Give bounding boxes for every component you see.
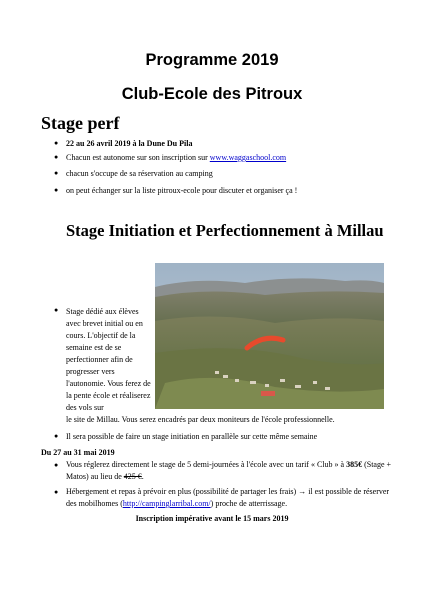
initiation-parallel-text: Il sera possible de faire un stage initiation en parallèle sur cette même semaine: [66, 432, 318, 441]
millau-list: [54, 459, 396, 513]
stage-perf-dates: 22 au 26 avril 2019 à la Dune Du Pila: [66, 139, 193, 148]
camping-text: chacun s'occupe de sa réservation au camping: [66, 169, 213, 178]
millau-dates: Du 27 au 31 mai 2019: [41, 448, 115, 457]
inscription-text: Chacun est autonome sur son inscription sur: [66, 153, 210, 162]
list-item: [54, 459, 396, 483]
club-price: 385€: [346, 460, 363, 469]
list-item: [54, 486, 396, 510]
waggaschool-link[interactable]: www.waggaschool.com: [209, 153, 287, 162]
old-price: 425 €: [123, 472, 142, 481]
camping-link[interactable]: http://campinglarribal.com/: [122, 499, 211, 508]
list-item: [54, 431, 396, 442]
bullet-icon: ●: [54, 139, 59, 147]
stage-init-full-text: le site de Millau. Vous serez encadrés par deux moniteurs de l'école professionnelle.: [66, 415, 335, 424]
bullet-icon: ●: [54, 186, 59, 194]
inscription-deadline: Inscription impérative avant le 15 mars 2019: [135, 514, 289, 523]
list-item: [54, 152, 396, 163]
bullet-icon: ●: [54, 461, 59, 469]
tarif-text-2: (Stage + Matos) au lieu de: [66, 460, 392, 481]
bullet-icon: ●: [54, 153, 59, 161]
tarif-end: .: [141, 472, 144, 481]
stage-perf-list: [54, 138, 396, 196]
bullet-icon: ●: [54, 306, 59, 314]
bullet-icon: ●: [54, 488, 59, 496]
club-name: Club-Ecole des Pitroux: [121, 85, 303, 103]
bullet-icon: ●: [54, 432, 59, 440]
liste-text: on peut échanger sur la liste pitroux-ecole pour discuter et organiser ça !: [66, 186, 298, 195]
stage-init-wrapped-text: Stage dédié aux élèves avec brevet initial ou en cours. L'objectif de la semaine est de se perfectionner afin de progresser vers l'autonomie. Vous ferez de la pente école et réaliserez des vols sur: [66, 307, 151, 412]
list-item: [54, 185, 396, 196]
stage-perf-heading: Stage perf: [41, 113, 120, 133]
hebergement-end: ) proche de atterrissage.: [210, 499, 288, 508]
bullet-icon: ●: [54, 169, 59, 177]
tarif-text: Vous réglerez directement le stage de 5 demi-journées à l'école avec un tarif « Club » à: [66, 460, 345, 469]
stage-init-heading: Stage Initiation et Perfectionnement à Millau: [66, 221, 384, 240]
stage-init-description: [66, 306, 384, 426]
list-item: [54, 168, 396, 179]
hebergement-text: Hébergement et repas à prévoir en plus (possibilité de partager les frais) → il est possible de réserver des mobilhomes (: [66, 487, 390, 508]
stage-init-list: [54, 431, 396, 442]
list-item: [54, 138, 396, 149]
page-title: Programme 2019: [145, 51, 279, 69]
